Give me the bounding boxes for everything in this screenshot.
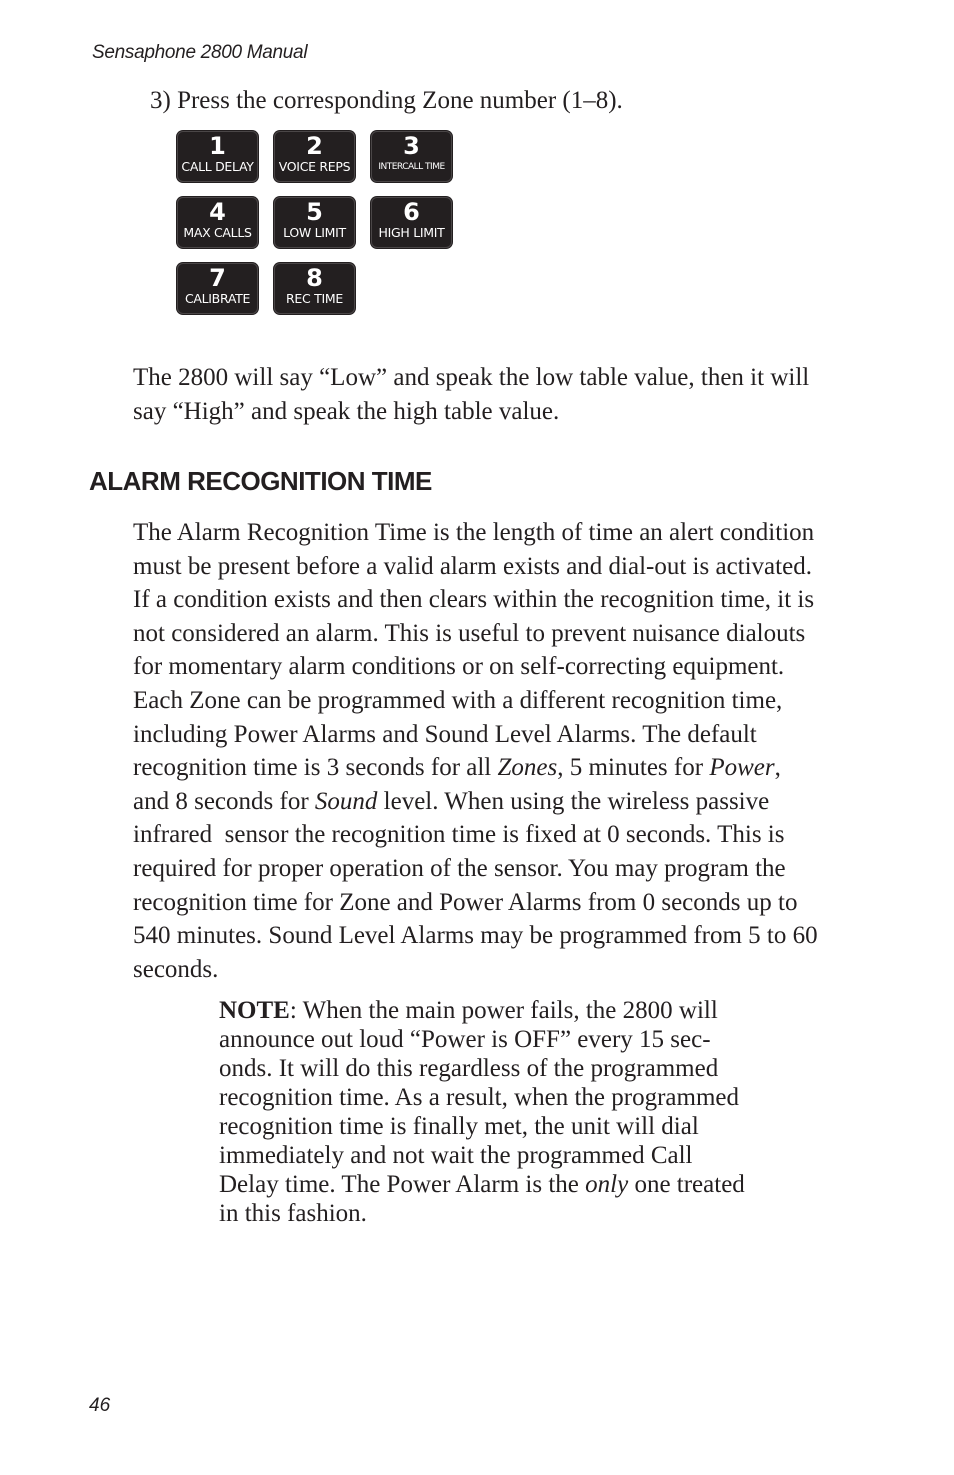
text-line: including Power Alarms and Sound Level Alarms. The default <box>133 720 757 748</box>
key-number: 8 <box>306 264 323 292</box>
keypad-key-6 <box>371 197 452 248</box>
text-line: If a condition exists and then clears within the recognition time, it is <box>133 586 815 614</box>
key-label: REC TIME <box>286 291 343 306</box>
key-label: LOW LIMIT <box>283 225 346 240</box>
key-label: HIGH LIMIT <box>378 225 445 240</box>
text-line: onds. It will do this regardless of the programmed <box>219 1055 719 1082</box>
key-label: MAX CALLS <box>183 225 252 240</box>
text-line: recognition time is finally met, the unit will dial <box>219 1113 699 1140</box>
key-label: CALL DELAY <box>181 159 254 174</box>
section-heading: ALARM RECOGNITION TIME <box>89 466 432 496</box>
note-label: NOTE <box>219 997 290 1024</box>
key-number: 2 <box>306 132 323 160</box>
key-number: 7 <box>209 264 226 292</box>
text-run: one treated <box>628 1171 745 1198</box>
text-run: : When the main power fails, the 2800 will <box>289 997 718 1024</box>
text-run: Delay time. The Power Alarm is the <box>219 1171 586 1198</box>
keypad-key-3 <box>371 131 452 182</box>
text-line: 540 minutes. Sound Level Alarms may be programmed from 5 to 60 <box>133 922 818 950</box>
key-number: 3 <box>403 132 420 160</box>
text-run: level. When using the wireless passive <box>377 787 770 815</box>
text-line: not considered an alarm. This is useful to prevent nuisance dialouts <box>133 619 806 647</box>
paragraph-recognition-time <box>133 516 873 986</box>
text-line <box>219 1170 799 1199</box>
emphasis-only: only <box>585 1171 629 1198</box>
key-label: CALIBRATE <box>184 291 251 306</box>
running-head: Sensaphone 2800 Manual <box>92 42 308 63</box>
key-number: 4 <box>209 198 226 226</box>
text-run: recognition time is 3 seconds for all <box>133 754 498 782</box>
key-number: 6 <box>403 198 420 226</box>
text-line: seconds. <box>133 955 219 983</box>
emphasis-power: Power <box>709 754 775 782</box>
paragraph-table-values <box>133 361 873 428</box>
key-label: VOICE REPS <box>278 159 351 174</box>
step-instruction: 3) Press the corresponding Zone number (1–8). <box>150 87 623 114</box>
keypad-key-5 <box>274 197 355 248</box>
text-line: The 2800 will say “Low” and speak the low table value, then it will <box>133 364 810 391</box>
text-line: recognition time for Zone and Power Alarms from 0 seconds up to <box>133 888 798 916</box>
text-line: recognition time. As a result, when the programmed <box>219 1084 740 1111</box>
keypad-key-2 <box>274 131 355 182</box>
keypad-illustration <box>177 131 452 314</box>
text-line: announce out loud “Power is OFF” every 15 sec- <box>219 1026 711 1053</box>
text-line <box>133 751 873 785</box>
keypad-key-8 <box>274 263 355 314</box>
keypad-key-7 <box>177 263 258 314</box>
text-line: The Alarm Recognition Time is the length of time an alert condition <box>133 519 815 546</box>
emphasis-sound: Sound <box>314 787 378 815</box>
text-line <box>133 785 873 819</box>
text-line: Each Zone can be programmed with a different recognition time, <box>133 686 783 714</box>
text-run: , <box>774 754 781 782</box>
text-line: say “High” and speak the high table value. <box>133 397 560 425</box>
text-line: infrared sensor the recognition time is fixed at 0 seconds. This is <box>133 821 785 849</box>
text-line: required for proper operation of the sensor. You may program the <box>133 854 786 882</box>
keypad-key-1 <box>177 131 258 182</box>
note-block <box>219 996 799 1228</box>
page-number: 46 <box>89 1395 111 1416</box>
text-line <box>219 996 799 1025</box>
emphasis-zones: Zones <box>497 754 558 782</box>
text-run: and 8 seconds for <box>133 787 315 815</box>
key-number: 1 <box>209 132 226 160</box>
text-run: , 5 minutes for <box>557 754 710 782</box>
keypad-key-4 <box>177 197 258 248</box>
key-label: INTERCALL TIME <box>378 162 445 172</box>
key-number: 5 <box>306 198 323 226</box>
text-line: for momentary alarm conditions or on self-correcting equipment. <box>133 653 785 681</box>
text-line: must be present before a valid alarm exists and dial-out is activated. <box>133 552 812 580</box>
text-line: in this fashion. <box>219 1200 367 1227</box>
text-line: immediately and not wait the programmed Call <box>219 1142 693 1169</box>
